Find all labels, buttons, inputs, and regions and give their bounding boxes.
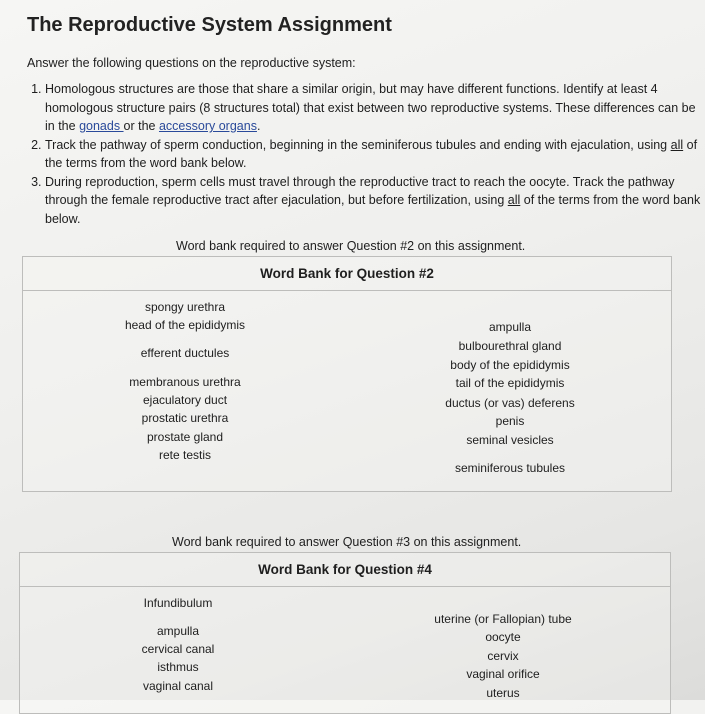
question-1 [45,80,705,136]
bank2-right-term: ampulla [488,320,532,334]
bank2-left-term: ejaculatory duct [142,393,228,407]
bank4-left-term: ampulla [156,624,200,638]
accessory-organs-link[interactable]: accessory organs [158,119,257,133]
q1-text-b: or the [123,119,159,133]
bank2-left-term: head of the epididymis [124,318,246,332]
bank2-left-term: prostate gland [146,430,224,444]
word-bank-4-header: Word Bank for Question #4 [20,553,670,587]
intro-text: Answer the following questions on the reproductive system: [27,56,356,70]
bank2-right-term: seminiferous tubules [454,461,566,475]
gonads-link[interactable]: gonads [79,119,124,133]
bank4-right-term: vaginal orifice [466,667,540,681]
word-bank-4-table [19,552,671,714]
q3-emphasis: all [507,193,521,207]
question-list [23,80,705,228]
q1-text-c: . [256,119,261,133]
bank2-right-term: penis [495,414,525,428]
word-bank-2-table [22,256,672,492]
q3-text-a: During reproduction, sperm cells must travel through the reproductive tract to reach the oocyte. Track the pathway through the female reproductive tract after ejaculation, but before fertilization, using [45,174,675,207]
bank4-left-term: isthmus [157,660,199,674]
word-bank-2-caption: Word bank required to answer Question #2 on this assignment. [176,239,526,253]
bank2-right-term: seminal vesicles [466,433,554,447]
bank2-right-term: bulbourethral gland [458,339,562,353]
bank4-right-term: cervix [487,649,519,663]
bank4-left-term: vaginal canal [142,679,214,693]
q3-text-b: of the terms from the word bank below. [45,193,701,226]
word-bank-2-header: Word Bank for Question #2 [23,257,671,291]
q2-text-a: Track the pathway of sperm conduction, beginning in the seminiferous tubules and ending with ejaculation, using [45,137,671,152]
bank2-left-term: efferent ductules [140,346,230,360]
bank2-right-term: tail of the epididymis [455,376,565,390]
bank2-left-term: prostatic urethra [141,411,229,425]
q2-text-b: of the terms from the word bank below. [45,137,698,170]
bank2-left-term: spongy urethra [144,300,226,314]
bank2-left-term: membranous urethra [129,375,241,389]
question-2 [45,136,705,173]
bank4-right-term: oocyte [485,630,521,644]
bank2-right-term: body of the epididymis [450,358,570,372]
q2-emphasis: all [670,137,684,152]
bank4-right-term: uterus [486,686,520,700]
question-3 [45,173,705,229]
bank4-right-term: uterine (or Fallopian) tube [434,612,572,626]
word-bank-4-caption: Word bank required to answer Question #3 on this assignment. [172,535,522,549]
q1-text-a: Homologous structures are those that share a similar origin, but may have different functions. Identify at least 4 homologous structure pairs (8 structures total) that exist between two reproductive systems. These differences can be in the [45,82,696,133]
bank4-left-term: Infundibulum [143,596,213,610]
bank2-right-term: ductus (or vas) deferens [445,396,575,410]
document-title: The Reproductive System Assignment [27,14,392,36]
bank2-left-term: rete testis [158,448,212,462]
bank4-left-term: cervical canal [141,642,215,656]
